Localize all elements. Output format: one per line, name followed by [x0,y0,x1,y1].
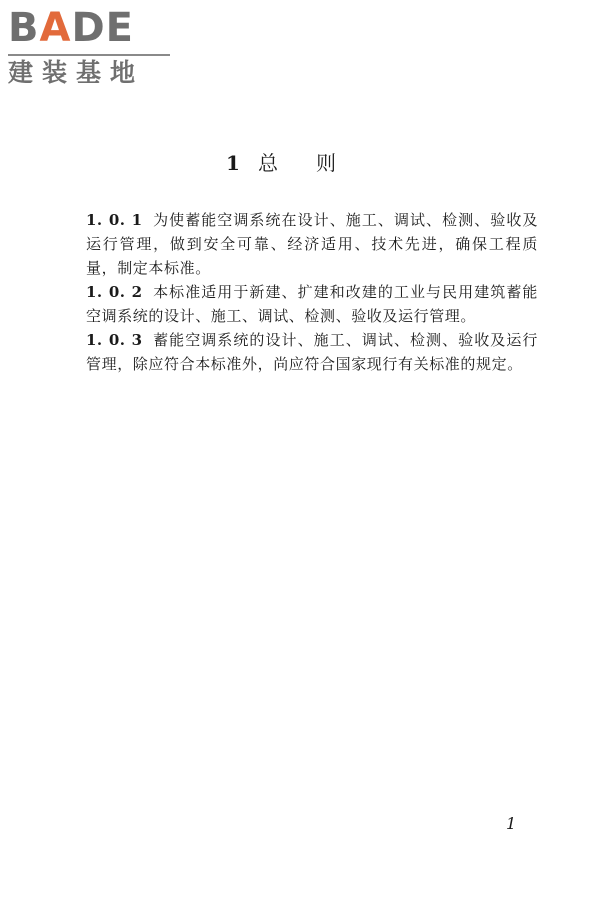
logo-letter-b: B [8,5,40,51]
chapter-number: 1 [226,151,242,175]
publisher-logo [8,6,172,88]
clause-list [86,208,538,376]
logo-letter-a: A [39,5,72,51]
clause-number: 1. 0. 1 [86,211,143,229]
clause-1-0-1 [86,208,538,280]
logo-letters-de: DE [71,5,134,51]
chapter-heading [0,150,600,176]
clause-number: 1. 0. 2 [86,283,143,301]
page-number: 1 [506,814,517,833]
clause-number: 1. 0. 3 [86,331,143,349]
chapter-title: 总则 [257,151,374,175]
clause-text: 本标准适用于新建、扩建和改建的工业与民用建筑蓄能空调系统的设计、施工、调试、检测、验收及运行管理。 [86,283,539,325]
clause-text: 蓄能空调系统的设计、施工、调试、检测、验收及运行管理，除应符合本标准外，尚应符合国家现行有关标准的规定。 [86,331,539,373]
logo-chinese-name: 建装基地 [8,58,145,87]
clause-1-0-2 [86,280,538,328]
clause-1-0-3 [86,328,538,376]
logo-wordmark [8,6,134,50]
logo-divider [8,54,170,56]
clause-text: 为使蓄能空调系统在设计、施工、调试、检测、验收及运行管理，做到安全可靠、经济适用、技术先进，确保工程质量，制定本标准。 [86,211,539,277]
